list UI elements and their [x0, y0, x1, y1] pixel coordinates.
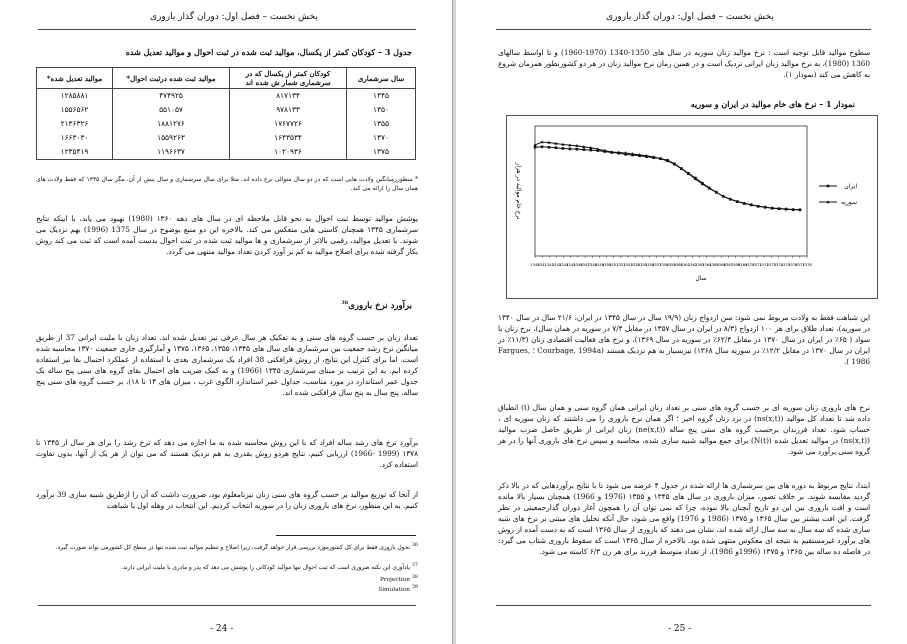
header-rule — [38, 29, 416, 30]
x-tick-label: 1347 — [580, 262, 590, 267]
x-tick-label: 1372 — [759, 262, 769, 267]
x-tick-label: 1364 — [701, 262, 712, 267]
table-cell: ۱۵۵۹۲۶۳ — [113, 131, 230, 145]
x-tick-label: 1357 — [651, 262, 662, 267]
x-tick-label: 1376 — [787, 262, 798, 267]
x-tick-label: 1370 — [744, 262, 755, 267]
x-tick-label: 1350 — [601, 262, 612, 267]
col-header: موالید ثبت شده درثبت احوال* — [113, 68, 230, 89]
table-cell: ۱۰۲۰۹۳۶ — [230, 145, 347, 160]
section-heading — [341, 300, 412, 311]
table-cell: ۱۲۳۵۴۱۹ — [37, 145, 113, 160]
footnote-ref: 36 — [341, 300, 349, 306]
x-tick-label: 1344 — [558, 262, 569, 267]
x-tick-label: 1342 — [544, 262, 555, 267]
x-tick-label: 1351 — [608, 262, 619, 267]
col-header: کودکان کمتر از یکسال که در سرشماری شمار ش شده اند — [230, 68, 347, 89]
data-point — [569, 148, 572, 151]
footnote-number: 36 — [411, 543, 418, 548]
footnote-number: 39 — [411, 585, 418, 590]
table-cell: ۱۷۶۷۷۲۶ — [230, 117, 347, 131]
paragraph: برآورد نرخ های رشد ساله افراد که با این روش محاسبه شده به ما اجازه می دهد که نرخ رشد را برای هر سال از ۱۳۴۵ تا ۱۳۷۸ (1999 -1966) ارزیابی کنیم. نتایج هردو روش بقدری به هم نزدیک هستند که می توان از هر یک از آنها، بدون تفاوت استفاده کرد. — [36, 438, 419, 469]
x-tick-label: 1371 — [752, 262, 762, 267]
x-tick-label: 1374 — [773, 262, 784, 267]
footnote-rule — [276, 535, 416, 536]
left-page — [0, 0, 453, 644]
table-cell: ۲۱۳۶۳۲۶ — [37, 117, 113, 131]
table-note: * منظوررمیانگین ولادت هایی است که در دو سال متوالی نرخ داده اند. مثلا برای سال سرشماری و سال پیش از آن، مگر سال ۱۳۴۵ که فقط ولادت های همان سال را ارائه می کند. — [36, 176, 418, 192]
x-tick-label: 1359 — [666, 262, 676, 267]
paragraph: نرخ های باروری زنان سوریه ای بر حسب گروه های سنی بر تعداد زنان ایرانی همان گروه سنی و همان سال (t) انطباق داده شد تا تعداد کل موالید (ns(x,t)) در نزد زنان گروه اخیر ؛ اگر همان نرخ باروری را می داشتند که زنان سوریه ای ، حساب شود. تعداد فرزندان برحسب گروه های سنی پنج ساله (ne(x,t)) زنان ایرانی از طریق حاصل ضرب موالید (ns(x,t)) در موالید تعدیل شده (N(t)) برای جمع موالید شبیه سازی شده، محاسبه و سپس نرخ های باروری آنها را در هر گروه سنی برآورد می شود. — [498, 403, 871, 456]
chart-frame — [506, 115, 878, 299]
right-page — [455, 0, 907, 644]
birth-rate-chart — [507, 116, 877, 298]
table-header-row — [37, 68, 416, 89]
x-tick-label: 1362 — [687, 262, 698, 267]
x-tick-label: 1345 — [565, 262, 576, 267]
footnote — [36, 562, 418, 572]
paragraph: سطوح موالید قابل توجیه است : نرخ موالید زنان سوریه در سال های 1350-1340 (1970-1960) و تا اواسط سالهای 1360 (1980)، به نرخ موالید زنان ایرانی نزدیک است و در همین زمان نرخ موالید زنان در هر دو کشوربطور همزمان شروع به کاهش می کند (نمودار ۱). — [498, 48, 871, 79]
chart-title: نمودار 1 – نرخ های خام موالید در ایران و سوریه — [690, 99, 855, 109]
x-axis-label: سال — [695, 275, 707, 282]
table-cell: ۵۵۱۰۵۷ — [113, 103, 230, 117]
x-tick-label: 1349 — [594, 262, 605, 267]
data-point — [541, 146, 544, 149]
x-tick-label: 1352 — [616, 262, 626, 267]
table-cell: ۱۳۷۰ — [347, 131, 416, 145]
footnote-text: Projection — [379, 576, 410, 583]
x-tick-label: 1354 — [630, 262, 641, 267]
x-tick-label: 1353 — [623, 262, 633, 267]
table-cell: ۱۳۴۵ — [347, 89, 416, 104]
x-tick-label: 1348 — [587, 262, 598, 267]
table-cell: ۱۶۶۳۰۳۰ — [37, 131, 113, 145]
x-tick-label: 1356 — [644, 262, 655, 267]
data-point — [576, 148, 579, 151]
footnote — [36, 542, 418, 552]
page-number: - 25 - — [668, 624, 692, 634]
page-number: - 24 - — [210, 624, 234, 634]
x-tick-label: 1365 — [709, 262, 719, 267]
data-point — [562, 147, 565, 150]
table-title: جدول 3 – کودکان کمتر از یکسال، موالید ثبت شده در ثبت احوال و موالید تعدیل شده — [125, 47, 412, 57]
x-tick-label: 1355 — [637, 262, 648, 267]
footnote-number: 38 — [411, 575, 418, 580]
footnote — [36, 574, 418, 584]
x-tick-label: 1377 — [795, 262, 805, 267]
table-cell: ۱۳۵۵ — [347, 117, 416, 131]
table-cell: ۹۷۸۱۳۳ — [230, 103, 347, 117]
table-cell: ۱۶۴۳۵۳۴ — [230, 131, 347, 145]
table-cell: ۱۸۸۱۲۷۶ — [113, 117, 230, 131]
footer-rule — [496, 605, 871, 606]
table-row — [37, 131, 416, 145]
footer-rule — [38, 605, 416, 606]
table-row — [37, 89, 416, 104]
y-axis-label: نرخ خام موالید در هزار — [515, 162, 522, 220]
footnote — [36, 584, 418, 594]
paragraph: از آنجا که توزیع موالید بر حسب گروه های سنی زنان نیزنامعلوم بود، ضرورت داشت که آن را ازطریق شبیه سازی 39 برآورد کنیم. به این منظور، نرخ های باروری زنان را در سوریه انتخاب کردیم. این انتخاب در وهله اول با شباهت — [36, 490, 418, 510]
table-cell: ۱۱۹۶۶۳۷ — [113, 145, 230, 160]
running-head: بخش نخست – فصل اول: دوران گذار باروری — [150, 12, 318, 22]
table-cell: ۸۱۷۱۳۴ — [230, 89, 347, 104]
table-cell: ۱۵۵۶۵۶۲ — [37, 103, 113, 117]
section-heading-text: برآورد نرخ باروری — [348, 300, 412, 311]
x-tick-label: 1378 — [802, 262, 812, 267]
data-point — [583, 148, 586, 151]
table-row — [37, 117, 416, 131]
legend-marker — [827, 185, 830, 188]
footnote-text: Simulation — [378, 586, 410, 593]
data-point — [548, 146, 551, 149]
x-tick-label: 1373 — [766, 262, 777, 267]
x-tick-label: 1363 — [694, 262, 705, 267]
data-point — [534, 146, 537, 149]
header-rule — [496, 29, 871, 30]
data-point — [555, 146, 558, 149]
table-row — [37, 145, 416, 160]
x-tick-label: 1367 — [723, 262, 734, 267]
table-cell: ۱۳۷۵ — [347, 145, 416, 160]
x-tick-label: 1366 — [716, 262, 726, 267]
legend-label: ایران — [844, 183, 857, 190]
x-tick-label: 1375 — [780, 262, 791, 267]
table-row — [37, 103, 416, 117]
x-tick-label: 1358 — [659, 262, 669, 267]
paragraph: تعداد زنان بر حسب گروه های سنی و به تفکیک هر سال عرفی نیز تعدیل شده اند. تعداد زنان با ملیت ایرانی 37 از طریق میانگین نرخ رشد جمعیت بین سرشماری های سال های ۱۳۴۵، ۱۳۵۵، ۱۳۶۵، ۱۳۷۵ و آمارگیری جاری جمعیت ۱۳۷۰ محاسبه شده است. اما برای کنترل این نتایج، از روش فرافکنی 38 افراد یک سرشماری بعدی با استفاده از عملکرد احتمال بقا نیز استفاده کرده ایم. به این ترتیب بر مبنای سرشماری ۱۳۴۵ (1966) و به کمک ضریب های احتمال بقای گروه های سنی پنج ساله یک جدول عمر استاندارد در مورد مناسب، جداول عمر استاندارد الگوی غرب ، میزان های ۱۴ تا ۱۸)، بر حسب گروه های سنی پنج ساله، پنج سال به پنج سال فرافکنی شده اند. — [36, 333, 418, 397]
paragraph: ابتدا، نتایج مربوط به دوره های بین سرشماری ها ارائه شده در جدول ۴ عرضه می شود تا با نتایج برآوردهایی که در بالا ذکر گردید مقایسه شوند. بر خلاف تصور، میزان باروری در سال های ۱۳۴۵ و ۱۳۵۵ (1976 و 1966) همچنان بسیار بالا مانده است و افت باروری بین این دو تاریخ آنچنان بالا نبوده، چرا که نمی توان آن را همچون آغاز دوران گذارجمعیتی در نظر گرفت. این افت بیشتر بین سال ۱۳۶۵ و ۱۳۷۵ (1986 و 1976) واقع می شود، حال آنکه تحلیل های مبتنی بر نرخ های شبه سازی شده که سه سال به سه سال ارائه شده اند، نشان می دهند که باروری از سال ۱۳۶۵ است که به دست آمده از روش های برآورد غیرمستقیم به نتیجه ای معکوس منتهی شده بود. بالاخره از سال ۱۳۶۵ است که سقوط باروری شتاب می گیرد: در فاصله ده ساله بین ۱۳۶۵ و ۱۳۷۵ (1996و 1986)، از تعداد متوسط فرزند برای هر زن ۶/۳ کاسته می شود. — [498, 481, 870, 556]
table-cell: ۱۳۵۰ — [347, 103, 416, 117]
x-tick-label: 1341 — [537, 262, 547, 267]
x-tick-label: 1360 — [673, 262, 683, 267]
legend-label: سوریه — [841, 199, 857, 206]
x-tick-label: 1340 — [530, 262, 540, 267]
paragraph: این شباهت فقط به ولادت مربوط نمی شود: سن ازدواج زنان (۱۹/۹ سال در سال ۱۳۴۵ در ایران، ۲۱/۶ سال در سال ۱۳۴۰ در سوریه)، تعداد طلاق برای هر ۱۰۰ ازدواج (۸/۳ در ایران در سال ۱۳۵۷ در مقابل ۷/۴ در سوریه در همان سال)، نرخ زنان با سواد ( ۶۵٪ در ایران در سال ۱۳۷۰ در مقابل ۶۲/۴٪ در سوریه در سال ۱۳۶۹)، و نرخ های فعالیت اقتصادی زنان (۱۱/۳٪ در ایران در سال ۱۳۷۰ در مقابل ۱۲/۲٪ در سوریه سال ۱۳۶۸) نیزبسیار به هم نزدیک هستند (Courbage, 1994a ؛ Fargues, 1986 ). — [498, 313, 870, 366]
x-tick-label: 1368 — [730, 262, 741, 267]
footnote-text: تحول باروری فقط برای کل کشورمورد بررسی قرار خواهد گرفت، زیرا اصلاح و تنظیم موالید ثبت شده تنها در سطح کل کشورمی تواند صورت گیرد. — [55, 544, 410, 551]
table-cell: ۱۲۸۵۸۸۱ — [37, 89, 113, 104]
x-tick-label: 1361 — [680, 262, 691, 267]
footnote-text: یادآوری این نکته ضروری است که ثبت احوال تنها موالید کودکانی را پوشش می دهد که پدر و مادری با ملیت ایرانی دارند. — [121, 564, 410, 571]
data-point — [589, 149, 592, 152]
col-header: سال سرشماری — [347, 68, 416, 89]
table-cell: ۴۷۴۹۲۵ — [113, 89, 230, 104]
x-tick-label: 1346 — [573, 262, 583, 267]
x-tick-label: 1369 — [737, 262, 748, 267]
paragraph: پوشش موالید توسط ثبت احوال به نحو قابل ملاحظه ای در سال های دهه ۱۳۶۰ (1980) بهبود می یابد، با اینکه نتایج سرشماری ۱۳۴۵ همچنان کاستی هایی منعکس می کند. بالاخره این دو منبع بوضوح در سال 1375 (1996) بهم نزدیک می شوند. با تعدیل موالید، رقمی بالاتر از سرشماری و ها موالید ثبت شده در ثبت احوال بدست آمده است که ثبت می کند روش بکار گرفته شده برای اصلاح موالید به کم بر آورد کردن تعداد موالید منتهی می گردد. — [36, 214, 418, 256]
col-header: موالید تعدیل شده* — [37, 68, 113, 89]
x-tick-label: 1343 — [551, 262, 562, 267]
running-head: بخش نخست – فصل اول: دوران گذار باروری — [606, 12, 774, 22]
table-3 — [36, 67, 416, 160]
footnote-number: 37 — [411, 563, 418, 568]
